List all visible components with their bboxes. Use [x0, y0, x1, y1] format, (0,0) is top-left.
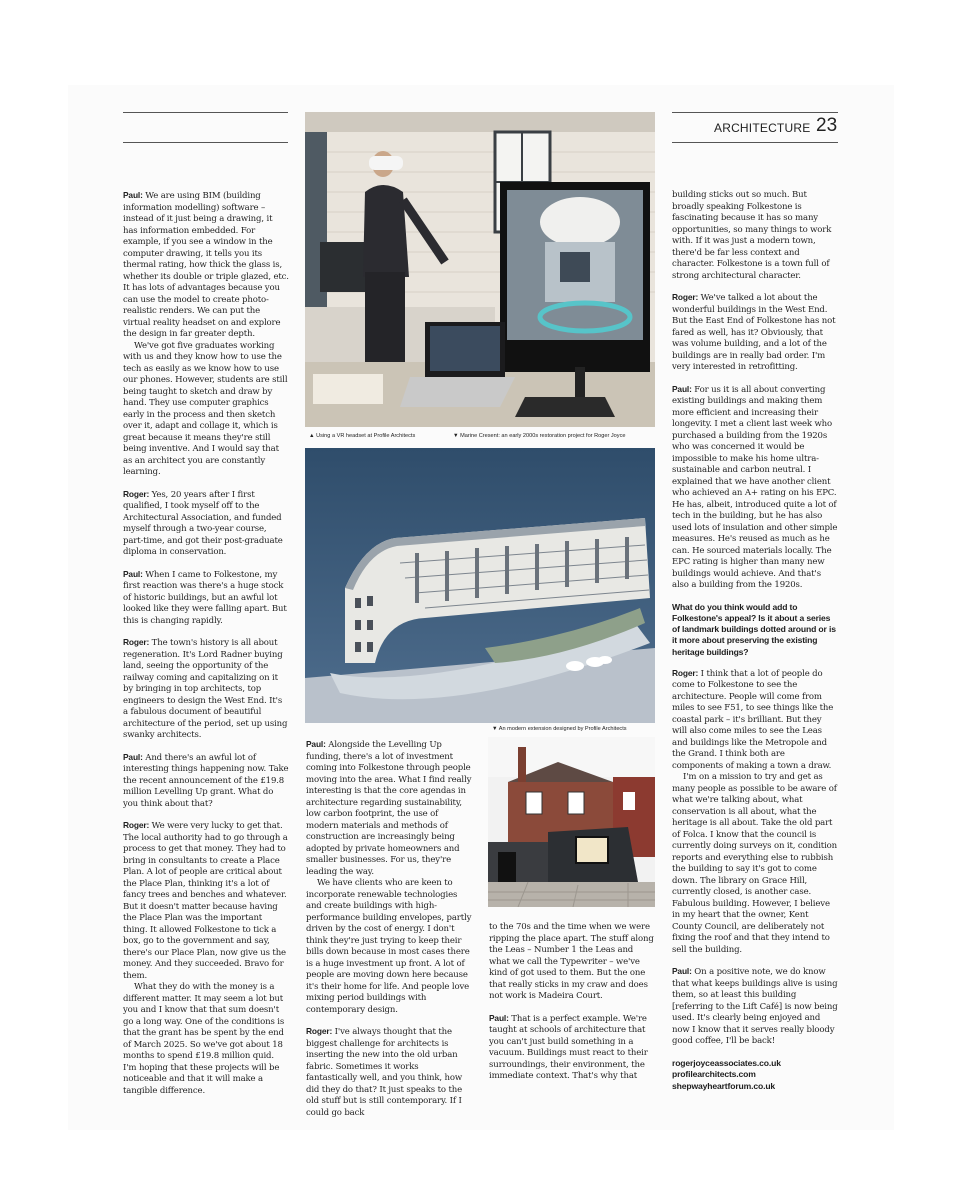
text-column-1: [123, 190, 289, 1107]
website-link[interactable]: shepwayheartforum.co.uk: [672, 1080, 776, 1091]
paragraph: [123, 489, 289, 559]
paragraph-text: We were very lucky to get that. The local authority had to go through a process to get that money. They had to bring in consultants to create a Place Plan. A lot of people are critical about the Place Plan, thinking it's a lot of fancy trees and benches and whatever. But it doesn't matter because having the Place Plan was the important thing. It allowed Folkestone to tick a box, go to the government and say, there's our Place Plan, now give us the money. And they succeeded. Bravo for them.: [123, 821, 288, 981]
paragraph: [123, 637, 289, 742]
paragraph-text: And there's an awful lot of interesting things happening now. Take the recent announcement of the £19.8 million Levelling Up grant. What do you think about that?: [123, 752, 289, 809]
extension-photo: [488, 737, 655, 907]
speaker-label: Roger:: [123, 637, 150, 647]
paragraph: [123, 569, 289, 628]
speaker-label: Paul:: [123, 751, 143, 762]
speaker-label: Paul:: [489, 1012, 509, 1023]
speaker-label: Paul:: [123, 190, 143, 200]
paragraph: [672, 384, 838, 592]
paragraph-text: When I came to Folkestone, my first reaction was there's a huge stock of historic buildings, but an awful lot looked like they were falling apart. But this is changing rapidly.: [123, 569, 287, 626]
paragraph: We have clients who are keen to incorporate renewable technologies and create buildings with high-performance building envelopes, partly driven by the cost of energy. I don't think they're just trying to keep their bills down because in most cases there is a huge investment up front. A lot of people are moving down here because it's their home for life. And people love mixing period buildings with contemporary design.: [306, 878, 472, 1015]
paragraph: to the 70s and the time when we were ripping the place apart. The stuff along the Leas – Number 1 the Leas and what we call the Typewriter – we've kind of got used to them. But the one that really sticks in my craw and does not work is Madeira Court.: [489, 922, 654, 1001]
paragraph-text: The town's history is all about regeneration. It's Lord Radner buying land, seeing the opportunity of the railway coming and capitalizing on it by bringing in top architects, top engineers to design the West End. It's a fabulous document of beautiful architecture of the period, set up using swanky architects.: [123, 638, 288, 740]
speaker-label: Paul:: [123, 568, 143, 579]
paragraph-text: We've talked a lot about the wonderful buildings in the West End. But the East End of Folkestone has not fared as well, has it? Obviously, that was volume building, and a lot of the buildings are in really bad order. I'm very interested in retrofitting.: [672, 293, 836, 372]
paragraph: [672, 668, 838, 773]
paragraph-text: We are using BIM (building information modelling) software – instead of it just being a drawing, it has information embedded. For example, if you see a window in the computer drawing, it tells you its thermal rating, how thick the glass is, whether its double or triple glazed, etc. It has lots of advantages because you can use the model to create photo-realistic renders. We can put the virtual reality headset on and explore the design in far greater depth.: [123, 191, 289, 339]
speaker-label: Roger:: [306, 1026, 333, 1036]
paragraph: [123, 752, 289, 811]
top-rule-right: [672, 112, 838, 113]
website-link[interactable]: rogerjoyceassociates.co.uk: [672, 1057, 781, 1068]
top-rule-left-2: [123, 142, 288, 143]
text-column-3: [489, 922, 655, 1093]
paragraph: I'm on a mission to try and get as many people as possible to be aware of what we're talking about, what conservation is all about, what the heritage is all about. Take the old part of Folca. I know that the council is currently doing surveys on it, condition reports and everything else to rubbish the building to say it's got to come down. The library on Grace Hill, currently closed, is another case. Fabulous building. However, I believe in my heart that the owner, Kent County Council, are deliberately not fixing the roof and that they intend to sell the building.: [672, 772, 838, 955]
speaker-label: Paul:: [306, 739, 326, 749]
paragraph: [306, 1026, 472, 1119]
paragraph: [489, 1013, 655, 1083]
caption-marine: ▼ Marine Cresent: an early 2000s restoration project for Roger Joyce: [453, 433, 626, 439]
text-column-2: [306, 739, 472, 1129]
paragraph-text: Yes, 20 years after I first qualified, I took myself off to the Architectural Association, and funded myself through a two-year course, part-time, and got their post-graduate diploma in conservation.: [123, 489, 283, 557]
marine-crescent-photo: [305, 448, 655, 723]
paragraph: [306, 739, 472, 878]
paragraph-text: Alongside the Levelling Up funding, there's a lot of investment coming into Folkestone through people moving into the area. What I find really interesting is that the core agendas in architecture regarding sustainability, low carbon footprint, the use of modern materials and methods of construction are increasingly being adopted by private homeowners and smaller businesses. For us, they're leading the way.: [306, 740, 472, 877]
speaker-label: Paul:: [672, 966, 692, 977]
website-links: [672, 1058, 838, 1093]
caption-extension: ▼ An modern extension designed by Profile Architects: [492, 726, 627, 732]
top-rule-left: [123, 112, 288, 113]
speaker-label: Roger:: [672, 667, 699, 678]
speaker-label: Roger:: [123, 488, 150, 499]
top-rule-right-2: [672, 142, 838, 143]
paragraph-text: I've always thought that the biggest challenge for architects is inserting the new into the old urban fabric. Sometimes it works fantastically well, and you think, how did they do that? It just speaks to the old stuff but is still contemporary. If I could go back: [306, 1027, 463, 1118]
paragraph: [123, 820, 289, 982]
paragraph-text: For us it is all about converting existing buildings and making them more efficient and increasing their longevity. I met a client last week who purchased a building from the 1920s who was concerned it would be impossible to make his home ultra-sustainable and carbon neutral. I explained that we have another client who achieved an A+ rating on his EPC. He has, albeit, introduced quite a lot of tech in the building, but he has also used lots of insulation and other simple measures. He's reused as much as he can. He sourced materials locally. The EPC rating is higher than many new buildings would achieve. And that's also a building from the 1920s.: [672, 384, 838, 590]
paragraph: [123, 190, 289, 341]
paragraph: What they do with the money is a different matter. It may seem a lot but you and I know that that sum doesn't go a long way. One of the conditions is that the grant has be spent by the end of March 2025. So we've got about 18 months to spend £19.8 million quid. I'm hoping that these projects will be noticeable and that it will make a tangible difference.: [123, 982, 285, 1096]
paragraph-text: I think that a lot of people do come to Folkestone to see the architecture. People will come from miles to see F51, to see things like the coastal park – it's brilliant. But they will also come miles to see the Leas and buildings like the Metropole and the Grand. I think both are components of making a town a draw.: [672, 668, 834, 771]
speaker-label: Paul:: [672, 383, 692, 394]
vr-headset-photo: [305, 112, 655, 427]
interview-question: What do you think would add to Folkestone's appeal? Is it about a series of landmark buildings dotted around or is it more about preserving the existing heritage buildings?: [672, 601, 836, 657]
speaker-label: Roger:: [672, 292, 699, 302]
website-link[interactable]: profilearchitects.com: [672, 1069, 756, 1080]
speaker-label: Roger:: [123, 820, 150, 830]
paragraph: We've got five graduates working with us and they know how to use the tech as easily as we know how to use our phones. However, students are still being taught to sketch and draw by hand. They use computer graphics early in the process and then sketch over it, adapt and collage it, which is great because it means they're still being inventive. And I would say that as an architect you are constantly learning.: [123, 340, 288, 477]
paragraph-text: That is a perfect example. We're taught at schools of architecture that you can't just build something in a vacuum. Buildings must react to their surroundings, their environment, the immediate context. That's why that: [489, 1013, 648, 1081]
paragraph: [672, 966, 838, 1048]
caption-vr: ▲ Using a VR headset at Profile Architects: [309, 433, 416, 439]
paragraph: building sticks out so much. But broadly speaking Folkestone is fascinating because it has so many opportunities, so many things to work with. If it was just a modern town, there'd be far less context and character. Folkestone is a town full of strong architectural character.: [672, 190, 832, 281]
paragraph-text: On a positive note, we do know that what keeps buildings alive is using them, so at least this building [referring to the Lift Café] is now being used. It's clearly being enjoyed and now I know that it serves really bloody good coffee, I'll be back!: [672, 967, 838, 1047]
section-title: ARCHITECTURE: [714, 121, 811, 135]
paragraph: [672, 292, 838, 374]
page-number: 23: [816, 115, 838, 136]
text-column-4: [672, 190, 838, 1092]
